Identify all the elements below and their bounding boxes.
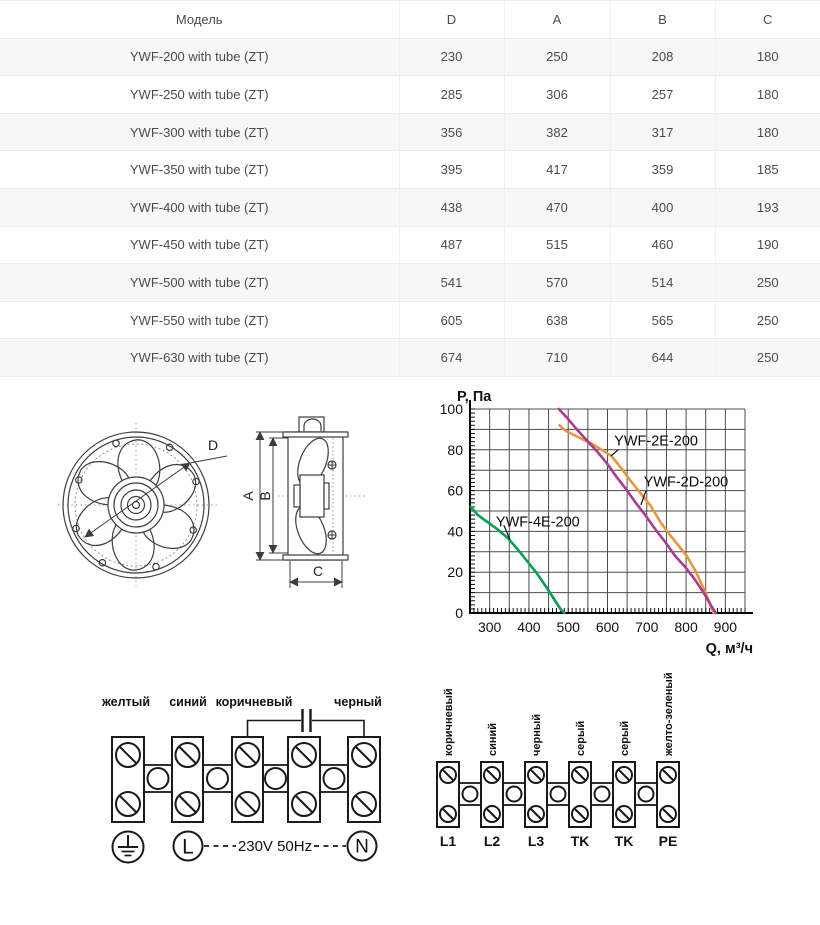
x-tick-label: 900 xyxy=(713,619,738,635)
series-label: YWF-2E-200 xyxy=(614,433,698,450)
terminal-label-tk2: TK xyxy=(614,833,634,849)
table-row xyxy=(0,339,820,377)
cell-c: 193 xyxy=(715,188,820,226)
line-terminal-label: L xyxy=(182,835,194,859)
cell-c: 180 xyxy=(715,113,820,151)
cell-c: 180 xyxy=(715,38,820,76)
y-tick-label: 60 xyxy=(447,482,463,499)
terminal-block xyxy=(657,762,679,827)
cell-model: YWF-300 with tube (ZT) xyxy=(0,113,399,151)
table-row xyxy=(0,113,820,151)
col-header-d: D xyxy=(399,1,504,39)
y-tick-label: 40 xyxy=(447,523,463,540)
fan-front-view-drawing xyxy=(58,423,227,589)
x-tick-label: 800 xyxy=(674,619,698,635)
terminal-block xyxy=(437,762,459,827)
cell-d: 674 xyxy=(399,339,504,377)
earth-ground-icon xyxy=(113,832,144,863)
cell-model: YWF-500 with tube (ZT) xyxy=(0,264,399,302)
table-row xyxy=(0,76,820,114)
cell-model: YWF-450 with tube (ZT) xyxy=(0,226,399,264)
neutral-terminal-label: N xyxy=(355,836,369,858)
voltage-label: 230V 50Hz xyxy=(237,838,313,855)
cell-d: 356 xyxy=(399,113,504,151)
x-tick-label: 700 xyxy=(635,619,659,635)
cell-model: YWF-200 with tube (ZT) xyxy=(0,38,399,76)
cell-d: 285 xyxy=(399,76,504,114)
y-tick-label: 20 xyxy=(447,564,463,581)
table-row xyxy=(0,264,820,302)
table-row xyxy=(0,188,820,226)
wire-label-yellow: желтый xyxy=(101,695,151,709)
capacitor-circuit xyxy=(248,709,365,737)
wire-label-grey: серый xyxy=(619,720,631,756)
wiring-diagram-three-phase xyxy=(425,668,715,868)
cell-d: 487 xyxy=(399,226,504,264)
cell-c: 250 xyxy=(715,301,820,339)
cell-a: 515 xyxy=(504,226,610,264)
series-curve xyxy=(560,425,714,613)
cell-model: YWF-630 with tube (ZT) xyxy=(0,339,399,377)
dimensions-table xyxy=(0,0,820,377)
y-tick-label: 80 xyxy=(447,441,463,458)
dimension-c-label: C xyxy=(312,563,324,579)
cell-a: 710 xyxy=(504,339,610,377)
terminal-label-l2: L2 xyxy=(483,833,501,849)
terminal-block xyxy=(525,762,547,827)
y-axis-title: P, Па xyxy=(457,389,492,405)
wire-label-blue: синий xyxy=(487,722,499,756)
fan-hub xyxy=(108,477,164,533)
neutral-terminal xyxy=(348,832,377,861)
cell-b: 257 xyxy=(610,76,715,114)
terminal-label-l1: L1 xyxy=(439,833,457,849)
cell-d: 438 xyxy=(399,188,504,226)
terminal-block xyxy=(112,737,144,822)
series-label: YWF-2D-200 xyxy=(643,474,729,491)
col-header-c: C xyxy=(715,1,820,39)
cell-b: 644 xyxy=(610,339,715,377)
cell-b: 400 xyxy=(610,188,715,226)
wire-label-black: черный xyxy=(334,695,382,709)
terminal-block xyxy=(569,762,591,827)
table-row xyxy=(0,226,820,264)
x-tick-label: 400 xyxy=(517,619,541,635)
cell-d: 230 xyxy=(399,38,504,76)
terminal-block xyxy=(348,737,380,822)
cell-a: 250 xyxy=(504,38,610,76)
cell-b: 460 xyxy=(610,226,715,264)
cell-a: 306 xyxy=(504,76,610,114)
col-header-b: B xyxy=(610,1,715,39)
cell-b: 208 xyxy=(610,38,715,76)
cell-d: 541 xyxy=(399,264,504,302)
line-terminal xyxy=(174,832,203,861)
wire-label-brown: коричневый xyxy=(215,695,293,709)
cell-a: 470 xyxy=(504,188,610,226)
cell-a: 382 xyxy=(504,113,610,151)
cell-c: 185 xyxy=(715,151,820,189)
wiring-diagram-single-phase xyxy=(95,690,395,870)
dimension-b xyxy=(257,438,288,553)
series-label: YWF-4E-200 xyxy=(495,514,580,531)
cell-model: YWF-250 with tube (ZT) xyxy=(0,76,399,114)
cell-a: 570 xyxy=(504,264,610,302)
wire-label-brown: коричневый xyxy=(443,688,455,756)
table-row xyxy=(0,38,820,76)
table-row xyxy=(0,151,820,189)
cell-c: 250 xyxy=(715,264,820,302)
terminal-block xyxy=(481,762,503,827)
cell-b: 359 xyxy=(610,151,715,189)
cell-c: 190 xyxy=(715,226,820,264)
terminal-label-l3: L3 xyxy=(527,833,545,849)
y-tick-label: 0 xyxy=(455,605,463,621)
col-header-a: A xyxy=(504,1,610,39)
terminal-block xyxy=(172,737,203,822)
cell-model: YWF-350 with tube (ZT) xyxy=(0,151,399,189)
x-tick-label: 500 xyxy=(556,619,580,635)
dimension-c xyxy=(290,561,342,588)
terminal-label-tk1: TK xyxy=(570,833,590,849)
terminal-block xyxy=(232,737,263,822)
cell-b: 565 xyxy=(610,301,715,339)
cell-a: 638 xyxy=(504,301,610,339)
table-header-row xyxy=(0,1,820,39)
cell-b: 317 xyxy=(610,113,715,151)
y-tick-label: 100 xyxy=(439,401,463,417)
cell-d: 395 xyxy=(399,151,504,189)
dimension-b-label: B xyxy=(257,491,273,501)
cell-model: YWF-550 with tube (ZT) xyxy=(0,301,399,339)
wire-label-yellow-green: желто-зеленый xyxy=(663,672,675,756)
cell-b: 514 xyxy=(610,264,715,302)
motor-hub xyxy=(300,475,324,517)
cell-a: 417 xyxy=(504,151,610,189)
table-row xyxy=(0,301,820,339)
wire-label-grey: серый xyxy=(575,720,587,756)
dimension-a-label: A xyxy=(240,491,256,501)
x-axis-title: Q, м³/ч xyxy=(705,641,753,657)
dimension-d-label: D xyxy=(207,437,219,453)
cell-d: 605 xyxy=(399,301,504,339)
wire-label-black: черный xyxy=(531,713,543,756)
terminal-block xyxy=(613,762,635,827)
fan-side-view-drawing xyxy=(240,417,366,588)
x-tick-label: 600 xyxy=(595,619,620,635)
series-label-leader xyxy=(611,450,618,456)
col-header-model: Модель xyxy=(0,1,399,39)
wire-label-blue: синий xyxy=(169,695,207,709)
terminal-block xyxy=(288,737,320,822)
performance-chart xyxy=(435,388,795,668)
cell-c: 250 xyxy=(715,339,820,377)
cell-c: 180 xyxy=(715,76,820,114)
x-tick-label: 300 xyxy=(477,619,502,635)
terminal-label-pe: PE xyxy=(658,833,678,849)
fan-dimension-drawings xyxy=(50,395,400,630)
cell-model: YWF-400 with tube (ZT) xyxy=(0,188,399,226)
